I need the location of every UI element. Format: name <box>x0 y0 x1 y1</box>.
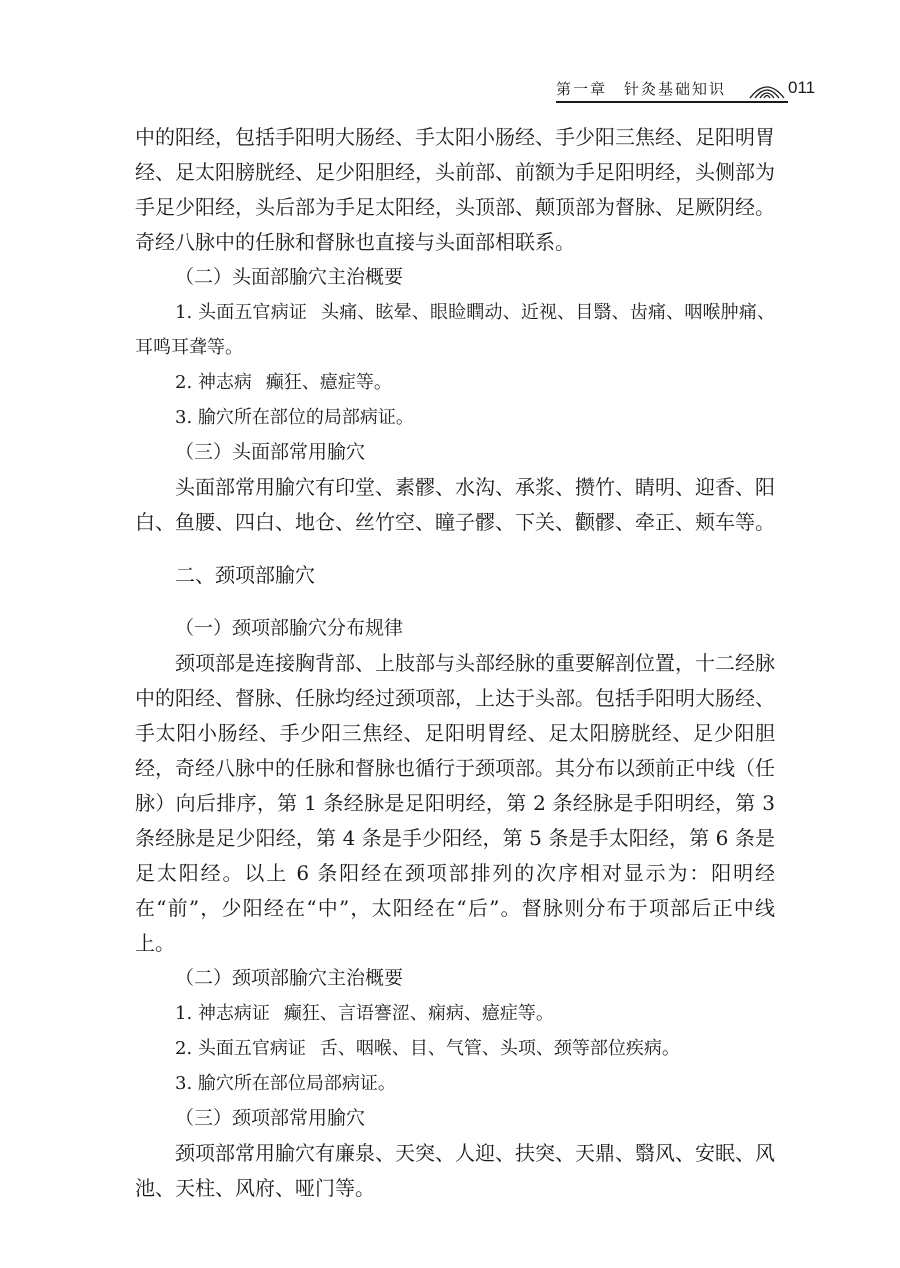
subheading-head-indications: （二）头面部腧穴主治概要 <box>175 266 404 288</box>
item-label: 2. 头面五官病证 <box>175 1038 306 1059</box>
subheading-neck-common-points: （三）颈项部常用腧穴 <box>175 1107 366 1129</box>
list-item <box>135 365 775 400</box>
section-title-neck: 二、颈项部腧穴 <box>175 563 315 587</box>
item-text: 癫狂、言语謇涩、痫病、癔症等。 <box>283 1003 554 1024</box>
page-number: 011 <box>788 78 816 97</box>
list-item <box>135 1031 775 1066</box>
item-text: 头痛、眩晕、眼睑瞤动、近视、目翳、齿痛、咽喉肿痛、耳鸣耳聋等。 <box>135 302 775 358</box>
list-item <box>135 996 775 1031</box>
running-header <box>556 76 820 104</box>
page-body <box>135 120 775 1206</box>
list-item: 3. 腧穴所在部位的局部病证。 <box>175 407 414 428</box>
subheading-neck-indications: （二）颈项部腧穴主治概要 <box>175 967 404 989</box>
item-text: 舌、咽喉、目、气管、头项、颈等部位疾病。 <box>319 1038 680 1059</box>
item-text: 癫狂、癔症等。 <box>265 372 392 393</box>
chapter-title: 第一章 针灸基础知识 <box>556 80 727 98</box>
item-label: 1. 神志病证 <box>175 1003 270 1024</box>
subheading-neck-distribution: （一）颈项部腧穴分布规律 <box>175 617 404 639</box>
header-rule <box>556 101 788 103</box>
list-item: 3. 腧穴所在部位局部病证。 <box>175 1073 396 1094</box>
subheading-head-common-points: （三）头面部常用腧穴 <box>175 441 366 463</box>
paragraph-head-common-points: 头面部常用腧穴有印堂、素髎、水沟、承浆、攒竹、睛明、迎香、阳白、鱼腰、四白、地仓、丝竹空、瞳子髎、下关、颧髎、牵正、颊车等。 <box>135 475 775 534</box>
list-item <box>135 295 775 365</box>
item-label: 2. 神志病 <box>175 372 252 393</box>
paragraph-head-meridians: 中的阳经，包括手阳明大肠经、手太阳小肠经、手少阳三焦经、足阳明胃经、足太阳膀胱经、足少阳胆经，头前部、前额为手足阳明经，头侧部为手足少阳经，头后部为手足太阳经，头顶部、颠顶部为督脉、足厥阴经。奇经八脉中的任脉和督脉也直接与头面部相联系。 <box>135 125 775 254</box>
paragraph-neck-common-points: 颈项部常用腧穴有廉泉、天突、人迎、扶突、天鼎、翳风、安眠、风池、天柱、风府、哑门等。 <box>135 1141 775 1200</box>
paragraph-neck-distribution: 颈项部是连接胸背部、上肢部与头部经脉的重要解剖位置，十二经脉中的阳经、督脉、任脉均经过颈项部，上达于头部。包括手阳明大肠经、手太阳小肠经、手少阳三焦经、足阳明胃经、足太阳膀胱经、足少阳胆经，奇经八脉中的任脉和督脉也循行于颈项部。其分布以颈前正中线（任脉）向后排序，第 1 条经脉是足阳明经，第 2 条经脉是手阳明经，第 3 条经脉是足少阳经，第 4 条是手少阳经，第 5 条是手太阳经，第 6 条是足太阳经。以上 6 条阳经在颈项部排列的次序相对显示为：阳明经在“前”，少阳经在“中”，太阳经在“后”。督脉则分布于项部后正中线上。 <box>135 651 775 955</box>
wave-cloud-emblem-icon <box>748 76 786 100</box>
item-label: 1. 头面五官病证 <box>175 302 308 323</box>
